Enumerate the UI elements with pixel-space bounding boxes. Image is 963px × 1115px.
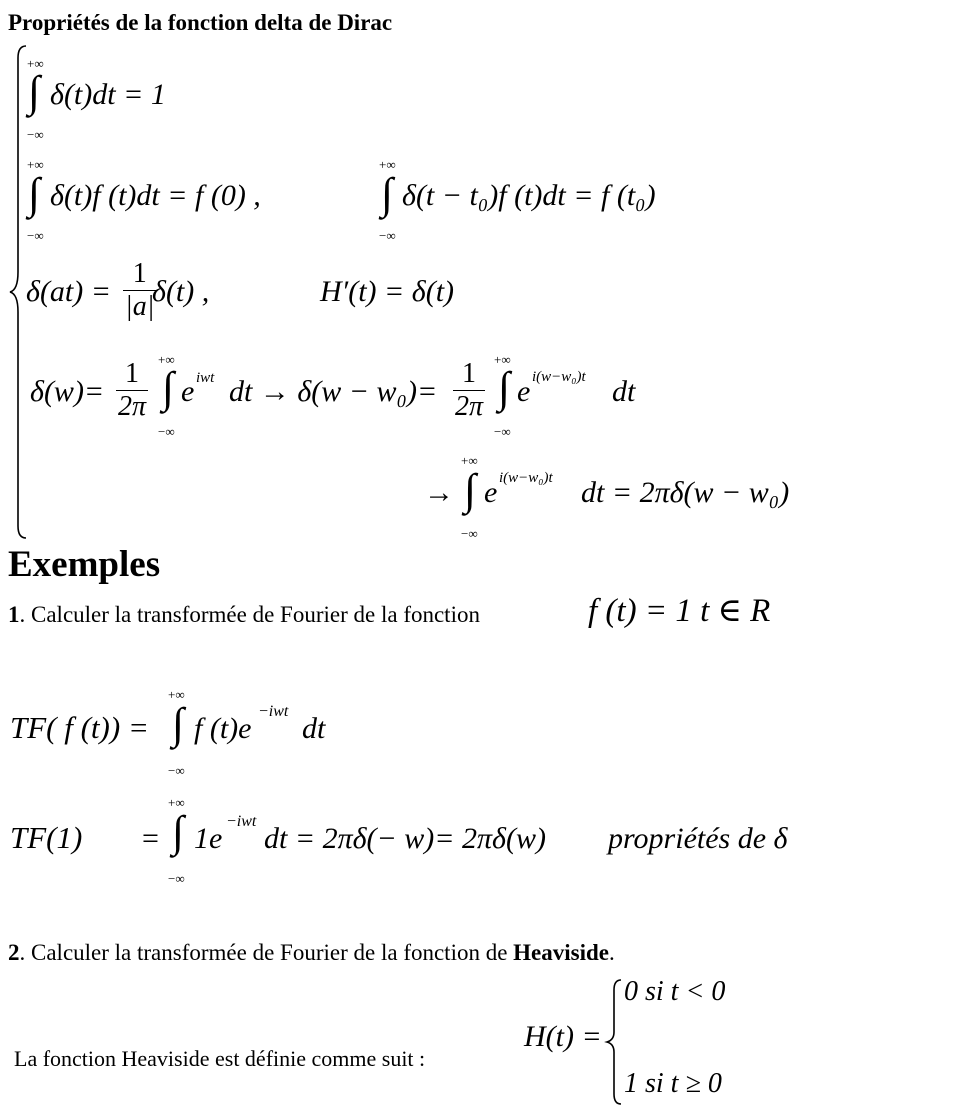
example-2-statement xyxy=(8,940,615,966)
example-1-number: 1 xyxy=(8,602,20,627)
heaviside-case-negative: 0 si t < 0 xyxy=(624,976,726,1007)
heaviside-case-nonnegative: 1 si t ≥ 0 xyxy=(624,1068,722,1099)
example-2-number: 2 xyxy=(8,940,20,965)
heaviside-lhs: H(t) = xyxy=(524,1020,602,1053)
heaviside-definition-text: La fonction Heaviside est définie comme suit : xyxy=(14,1046,426,1071)
page-title: Propriétés de la fonction delta de Dirac xyxy=(8,10,393,35)
example-2-text: . Calculer la transformée de Fourier de la fonction de xyxy=(19,940,514,965)
example-1-statement xyxy=(8,602,480,628)
example-1-text: . Calculer la transformée de Fourier de la fonction xyxy=(19,602,480,627)
example-2-period: . xyxy=(609,940,615,965)
heaviside-brace xyxy=(604,978,624,1106)
examples-heading: Exemples xyxy=(8,544,161,585)
example-1-formula: f (t) = 1 t ∈ R xyxy=(588,593,771,629)
example-2-heaviside: Heaviside xyxy=(513,940,610,965)
